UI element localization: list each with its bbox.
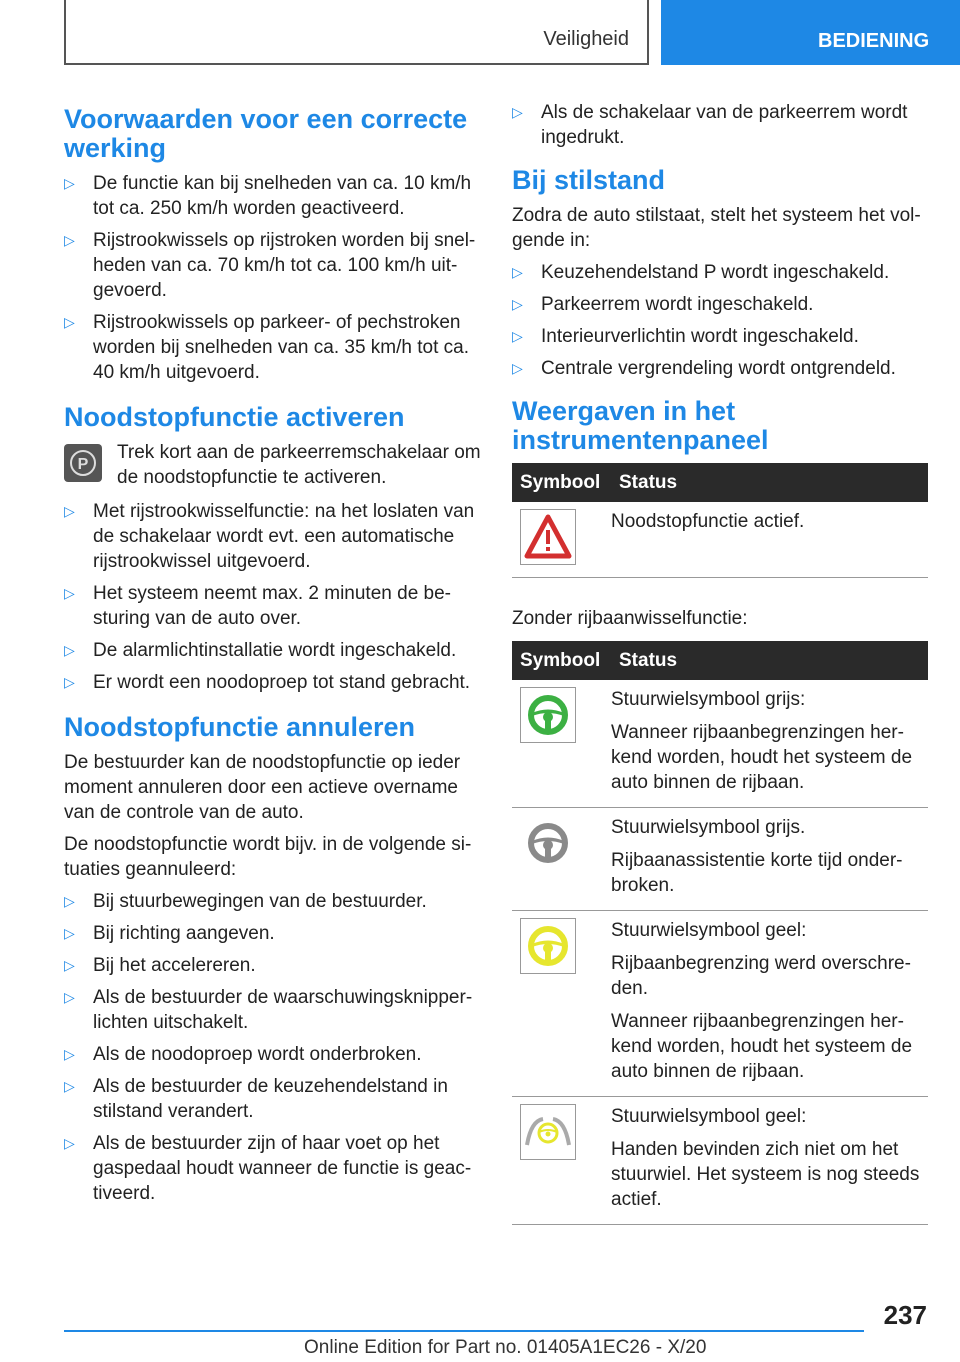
list-item: ▷ Als de schakelaar van de parkeerrem wordt ingedrukt. (512, 102, 908, 148)
table-row (512, 680, 928, 808)
standstill-paragraph: Zodra de auto stilstaat, stelt het systeem het volgende in: (512, 205, 921, 251)
column-header-status: Status (611, 463, 928, 502)
status-cell: Stuurwielsymbool grijs. Rijbaanassistentie korte tijd onderbroken. (611, 808, 928, 911)
header-section-title: Veiligheid (543, 28, 629, 50)
triangle-bullet-icon: ▷ (64, 957, 75, 973)
triangle-bullet-icon: ▷ (64, 674, 75, 690)
status-cell: Stuurwielsymbool geel: Handen bevinden zich niet om het stuurwiel. Het systeem is nog steeds actief. (611, 1097, 928, 1225)
conditions-list (64, 171, 482, 385)
list-item: ▷ Bij richting aangeven. (64, 923, 275, 944)
header-chapter-tab (661, 0, 960, 65)
header-chapter-label: BEDIENING (818, 30, 930, 52)
list-item: ▷ Rijstrookwissels op parkeer- of pechstroken worden bij snelheden van ca. 35 km/h tot ca. 40 km/h uitgevoerd. (64, 312, 470, 383)
footer-edition: Online Edition for Part no. 01405A1EC26 - X/20 (304, 1337, 707, 1358)
activate-instruction: P Trek kort aan de parkeerremschakelaar om de noodstopfunctie te activeren. (64, 440, 482, 490)
heading-conditions: Voorwaarden voor een correcte werking (64, 104, 468, 163)
footer-divider (64, 1330, 864, 1332)
list-item: ▷ Het systeem neemt max. 2 minuten de besturing van de auto over. (64, 583, 451, 629)
list-item: ▷ Rijstrookwissels op rijstroken worden bij snelheden van ca. 70 km/h tot ca. 100 km/h uitgevoerd. (64, 230, 476, 301)
list-item: ▷ De functie kan bij snelheden van ca. 10 km/h tot ca. 250 km/h worden geactiveerd. (64, 173, 472, 219)
triangle-bullet-icon: ▷ (64, 503, 75, 519)
steering-wheel-green-icon (520, 687, 576, 743)
triangle-bullet-icon: ▷ (64, 642, 75, 658)
column-header-symbol: Symbool (512, 641, 611, 680)
triangle-bullet-icon: ▷ (64, 1135, 75, 1151)
steering-wheel-gray-icon (520, 815, 576, 871)
triangle-bullet-icon: ▷ (512, 328, 523, 344)
header-section-box (64, 0, 649, 65)
list-item: ▷ Interieurverlichtin wordt ingeschakeld. (512, 326, 859, 347)
symbol-table-emergency (512, 463, 928, 578)
triangle-bullet-icon: ▷ (64, 175, 75, 191)
triangle-bullet-icon: ▷ (64, 989, 75, 1005)
steering-wheel-yellow-icon (520, 918, 576, 974)
table-row (512, 911, 928, 1097)
standstill-list (512, 260, 928, 381)
cancel-list (64, 889, 482, 1206)
left-column (64, 100, 482, 1213)
page-number: 237 (883, 1300, 927, 1330)
status-cell: Stuurwielsymbool grijs: Wanneer rijbaanbegrenzingen herkend worden, houdt het systeem de auto binnen de rijbaan. (611, 680, 928, 808)
triangle-bullet-icon: ▷ (64, 232, 75, 248)
triangle-bullet-icon: ▷ (64, 1046, 75, 1062)
list-item: ▷ Bij het accelereren. (64, 955, 256, 976)
activate-list (64, 499, 482, 695)
triangle-bullet-icon: ▷ (512, 296, 523, 312)
parking-brake-icon: P (64, 444, 102, 482)
table-row (512, 1097, 928, 1225)
symbol-table-lane (512, 641, 928, 1225)
list-item: ▷ Keuzehendelstand P wordt ingeschakeld. (512, 262, 890, 283)
column-header-status: Status (611, 641, 928, 680)
triangle-bullet-icon: ▷ (64, 893, 75, 909)
table-caption: Zonder rijbaanwisselfunctie: (512, 608, 748, 629)
cancel-paragraph: De bestuurder kan de noodstopfunctie op ieder moment annuleren door een actieve overname van de controle van de auto. (64, 752, 461, 823)
heading-cancel: Noodstopfunctie annuleren (64, 712, 415, 742)
list-item: ▷ Parkeerrem wordt ingeschakeld. (512, 294, 814, 315)
list-item: ▷ Centrale vergrendeling wordt ontgrendeld. (512, 358, 896, 379)
cancel-situations-intro: De noodstopfunctie wordt bijv. in de volgende situaties geannuleerd: (64, 834, 472, 880)
heading-display: Weergaven in het instrumentenpaneel (512, 396, 769, 455)
triangle-bullet-icon: ▷ (64, 314, 75, 330)
triangle-bullet-icon: ▷ (64, 1078, 75, 1094)
right-column (512, 100, 928, 1225)
list-item: ▷ Als de bestuurder zijn of haar voet op het gaspedaal houdt wanneer de functie is geactiveerd. (64, 1133, 472, 1204)
parking-brake-list (512, 100, 928, 150)
triangle-bullet-icon: ▷ (512, 360, 523, 376)
triangle-bullet-icon: ▷ (64, 925, 75, 941)
list-item: ▷ De alarmlichtinstallatie wordt ingeschakeld. (64, 640, 457, 661)
heading-activate: Noodstopfunctie activeren (64, 402, 405, 432)
list-item: ▷ Er wordt een noodoproep tot stand gebracht. (64, 672, 471, 693)
heading-standstill: Bij stilstand (512, 165, 666, 195)
list-item: ▷ Met rijstrookwisselfunctie: na het loslaten van de schakelaar wordt evt. een automatische rijstrookwissel uitgevoerd. (64, 501, 475, 572)
list-item: ▷ Als de bestuurder de keuzehendelstand in stilstand verandert. (64, 1076, 448, 1122)
warning-triangle-icon (520, 509, 576, 565)
triangle-bullet-icon: ▷ (64, 585, 75, 601)
status-cell: Noodstopfunctie actief. (611, 502, 928, 578)
list-item: ▷ Als de bestuurder de waarschuwingsknipperlichten uitschakelt. (64, 987, 473, 1033)
list-item: ▷ Bij stuurbewegingen van de bestuurder. (64, 891, 427, 912)
steering-wheel-hands-off-icon (520, 1104, 576, 1160)
column-header-symbol: Symbool (512, 463, 611, 502)
triangle-bullet-icon: ▷ (512, 264, 523, 280)
status-cell: Stuurwielsymbool geel: Rijbaanbegrenzing werd overschreden. Wanneer rijbaanbegrenzingen herkend worden, houdt het systeem de auto binnen de rijbaan. (611, 911, 928, 1097)
table-row (512, 808, 928, 911)
table-row (512, 502, 928, 578)
list-item: ▷ Als de noodoproep wordt onderbroken. (64, 1044, 422, 1065)
triangle-bullet-icon: ▷ (512, 104, 523, 120)
